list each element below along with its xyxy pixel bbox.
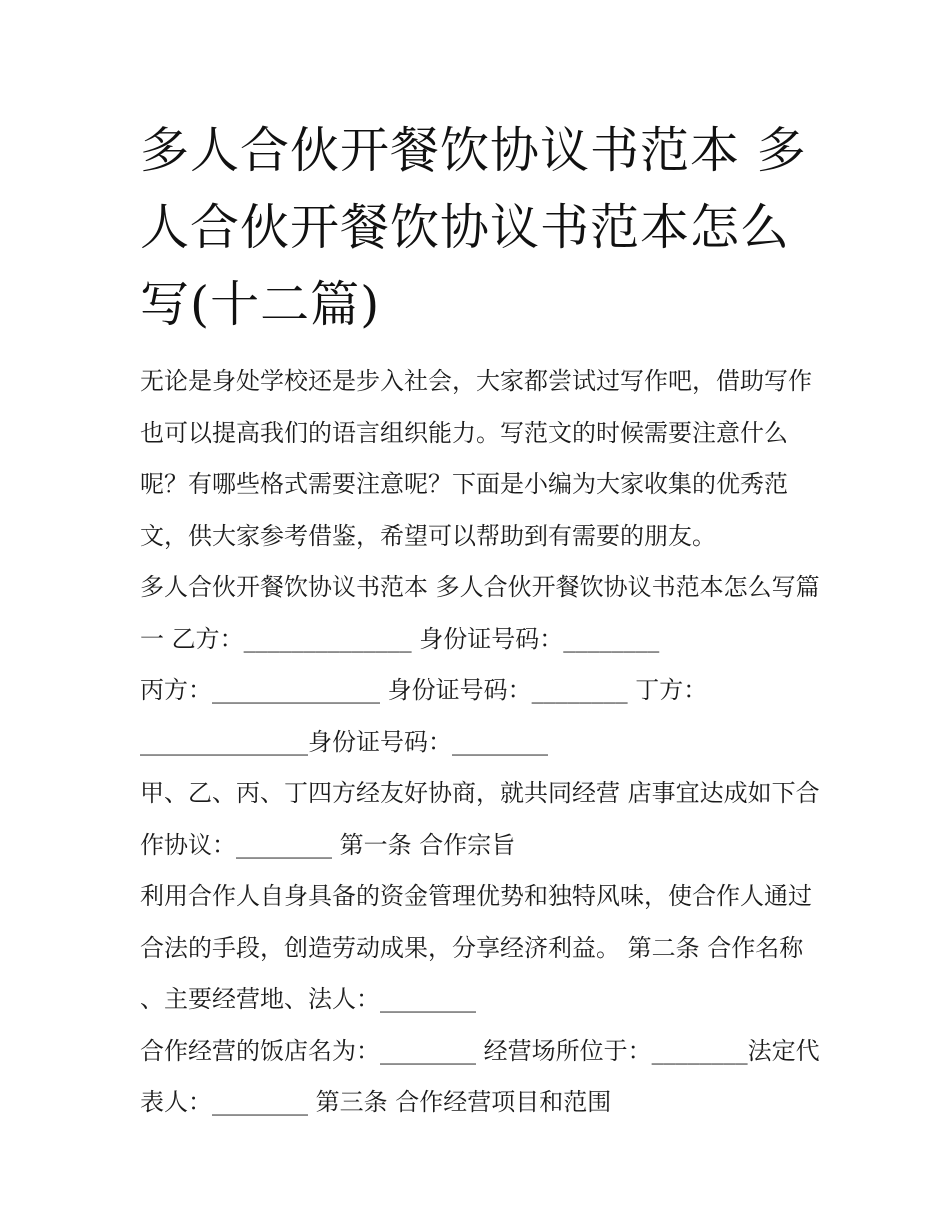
paragraph-name-location: 合作经营的饭店名为：________ 经营场所位于：________法定代表人：________ 第三条 合作经营项目和范围 — [140, 1036, 820, 1116]
document-body — [140, 356, 820, 1129]
paragraph-parties: 丙方：______________ 身份证号码：________ 丁方：______________身份证号码：________ — [140, 676, 708, 756]
paragraph-heading-parties: 多人合伙开餐饮协议书范本 多人合伙开餐饮协议书范本怎么写篇一 乙方：______________ 身份证号码：________ — [140, 573, 820, 653]
paragraph-intro: 无论是身处学校还是步入社会，大家都尝试过写作吧，借助写作也可以提高我们的语言组织能力。写范文的时候需要注意什么呢？有哪些格式需要注意呢？下面是小编为大家收集的优秀范文，供大家参考借鉴，希望可以帮助到有需要的朋友。 — [140, 367, 812, 550]
paragraph-purpose: 利用合作人自身具备的资金管理优势和独特风味，使合作人通过合法的手段，创造劳动成果，分享经济利益。 第二条 合作名称 、主要经营地、法人：________ — [140, 882, 812, 1013]
document-title: 多人合伙开餐饮协议书范本 多人合伙开餐饮协议书范本怎么写(十二篇) — [140, 122, 807, 333]
paragraph-agreement: 甲、乙、丙、丁四方经友好协商，就共同经营 店事宜达成如下合作协议：________ 第一条 合作宗旨 — [140, 779, 820, 859]
